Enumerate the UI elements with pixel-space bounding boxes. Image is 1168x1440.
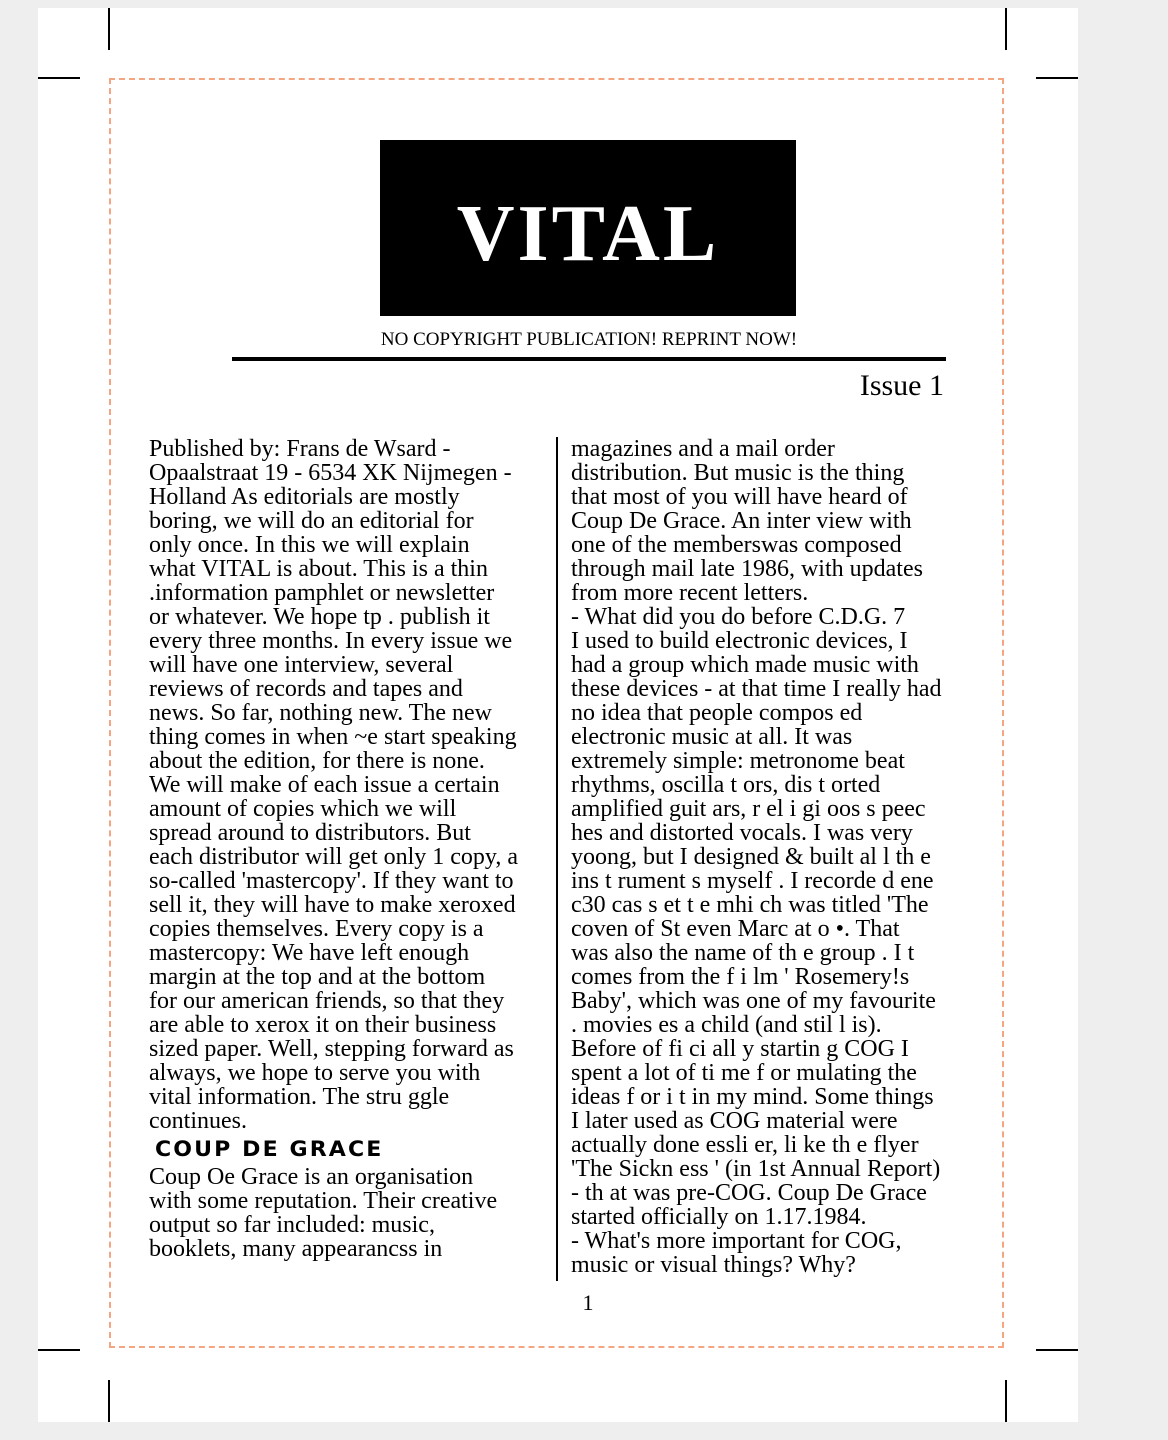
text-line: - th at was pre-COG. Coup De Grace [571,1180,927,1206]
crop-mark-bottom-right-horizontal [1036,1349,1078,1351]
text-line: rhythms, oscilla t ors, dis t orted [571,772,881,798]
text-line: Baby', which was one of my favourite [571,988,936,1014]
text-line: amount of copies which we will [149,796,457,822]
text-line: or whatever. We hope tp . publish it [149,604,490,630]
text-line: through mail late 1986, with updates [571,556,923,582]
crop-mark-bottom-right-vertical [1005,1380,1007,1422]
text-line: yoong, but I designed & built al l th e [571,844,931,870]
crop-mark-top-right-horizontal [1036,77,1078,79]
column-divider [556,437,558,1281]
text-line: hes and distorted vocals. I was very [571,820,913,846]
text-line: with some reputation. Their creative [149,1188,498,1214]
masthead-title: VITAL [456,190,720,278]
crop-mark-top-right-vertical [1005,8,1007,50]
text-line: continues. [149,1108,247,1134]
issue-label: Issue 1 [859,369,944,402]
text-line: was also the name of th e group . I t [571,940,915,966]
text-line: Coup De Grace. An inter view with [571,508,912,534]
text-line: Published by: Frans de Wsard - [149,436,451,462]
masthead-banner [380,140,796,316]
text-line: what VITAL is about. This is a thin [149,556,488,582]
text-line: every three months. In every issue we [149,628,513,654]
text-line: distribution. But music is the thing [571,460,905,486]
text-line: vital information. The stru ggle [149,1084,450,1110]
text-line: ideas f or i t in my mind. Some things [571,1084,934,1110]
text-line: output so far included: music, [149,1212,435,1238]
document-page [38,8,1078,1422]
text-line: spread around to distributors. But [149,820,471,846]
text-line: c30 cas s et t e mhi ch was titled 'The [571,892,929,918]
text-line: each distributor will get only 1 copy, a [149,844,519,870]
text-line: Coup Oe Grace is an organisation [149,1164,474,1190]
section-text [149,1165,547,1261]
text-line: sized paper. Well, stepping forward as [149,1036,514,1062]
text-line: magazines and a mail order [571,436,835,462]
text-line: always, we hope to serve you with [149,1060,481,1086]
text-line: mastercopy: We have left enough [149,940,470,966]
text-line: started officially on 1.17.1984. [571,1204,867,1230]
text-line: these devices - at that time I really had [571,676,942,702]
tagline: NO COPYRIGHT PUBLICATION! REPRINT NOW! [380,329,798,350]
text-line: 'The Sickn ess ' (in 1st Annual Report) [571,1156,941,1182]
text-line: We will make of each issue a certain [149,772,500,798]
text-line: comes from the f i lm ' Rosemery!s [571,964,910,990]
text-line: for our american friends, so that they [149,988,505,1014]
editorial-text [149,437,547,1133]
text-line: ins t rument s myself . I recorde d ene [571,868,934,894]
text-line: I later used as COG material were [571,1108,898,1134]
text-line: news. So far, nothing new. The new [149,700,492,726]
text-line: thing comes in when ~e start speaking [149,724,517,750]
text-line: coven of St even Marc at o •. That [571,916,900,942]
text-line: had a group which made music with [571,652,919,678]
text-line: amplified guit ars, r el i gi oos s peec [571,796,926,822]
left-column [149,437,547,1261]
text-line: booklets, many appearancss in [149,1236,443,1262]
crop-mark-bottom-left-vertical [108,1380,110,1422]
text-line: copies themselves. Every copy is a [149,916,484,942]
text-line: I used to build electronic devices, I [571,628,908,654]
right-column [571,437,971,1277]
text-line: from more recent letters. [571,580,809,606]
text-line: - What's more important for COG, [571,1228,902,1254]
text-line: .information pamphlet or newsletter [149,580,495,606]
page-number: 1 [582,1290,594,1315]
text-line: are able to xerox it on their business [149,1012,497,1038]
text-line: . movies es a child (and stil l is). [571,1012,882,1038]
header-rule [232,357,946,361]
text-line: one of the memberswas composed [571,532,902,558]
text-line: Before of fi ci all y startin g COG I [571,1036,909,1062]
section-heading: COUP DE GRACE [155,1137,384,1161]
text-line: electronic music at all. It was [571,724,853,750]
text-line: music or visual things? Why? [571,1252,856,1278]
text-line: so-called 'mastercopy'. If they want to [149,868,514,894]
text-line: Opaalstraat 19 - 6534 XK Nijmegen - [149,460,512,486]
text-line: actually done essli er, li ke th e flyer [571,1132,919,1158]
text-line: that most of you will have heard of [571,484,908,510]
text-line: reviews of records and tapes and [149,676,463,702]
text-line: only once. In this we will explain [149,532,470,558]
text-line: - What did you do before C.D.G. 7 [571,604,906,630]
interview-text [571,437,971,1277]
text-line: extremely simple: metronome beat [571,748,905,774]
text-line: no idea that people compos ed [571,700,863,726]
text-line: boring, we will do an editorial for [149,508,474,534]
text-line: margin at the top and at the bottom [149,964,486,990]
crop-mark-top-left-vertical [108,8,110,50]
text-line: will have one interview, several [149,652,454,678]
crop-mark-top-left-horizontal [38,77,80,79]
text-line: spent a lot of ti me f or mulating the [571,1060,917,1086]
text-line: Holland As editorials are mostly [149,484,460,510]
text-line: sell it, they will have to make xeroxed [149,892,516,918]
crop-mark-bottom-left-horizontal [38,1349,80,1351]
text-line: about the edition, for there is none. [149,748,485,774]
